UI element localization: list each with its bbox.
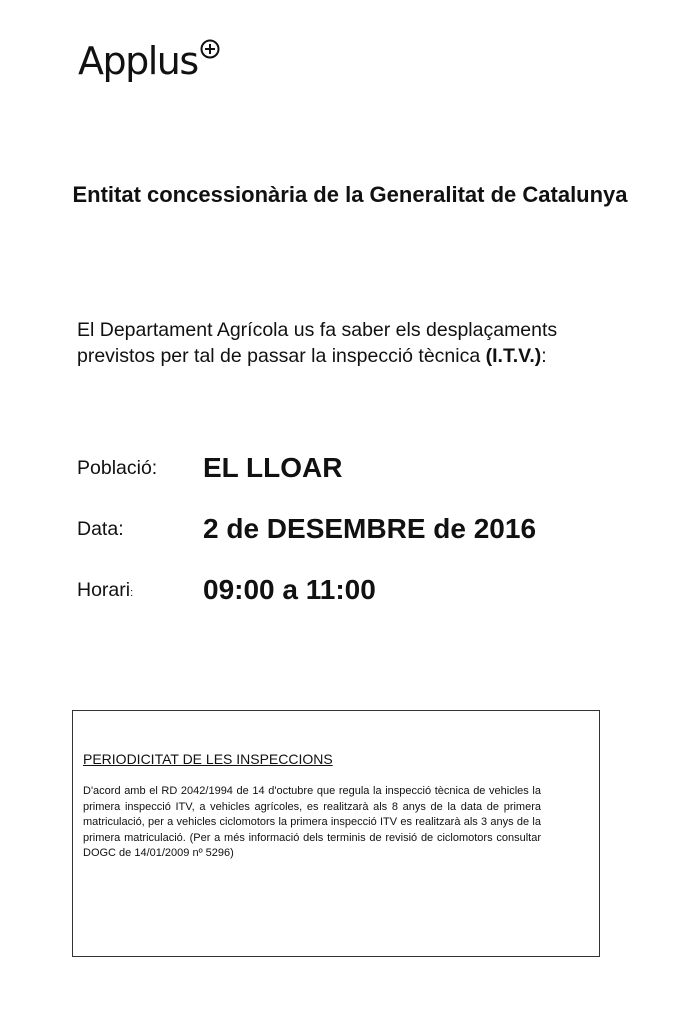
data-label: Data: <box>77 518 124 540</box>
intro-text: El Departament Agrícola us fa saber els desplaçaments previstos per tal de passar la inspecció tècnica <box>77 319 558 367</box>
poblacio-row <box>77 444 637 484</box>
horari-label-suffix: : <box>130 587 134 599</box>
data-value: 2 de DESEMBRE de 2016 <box>203 513 537 544</box>
poblacio-label: Població: <box>77 457 158 479</box>
page-heading: Entitat concessionària de la Generalitat de Catalunya <box>72 182 628 207</box>
inspection-periodicity-box <box>72 710 600 957</box>
intro-suffix: : <box>541 345 547 367</box>
logo-text: Applus <box>78 39 198 83</box>
circled-plus-icon <box>200 39 220 59</box>
horari-row <box>77 566 637 606</box>
intro-highlight: (I.T.V.) <box>485 345 542 367</box>
applus-logo <box>78 36 220 86</box>
box-body: D'acord amb el RD 2042/1994 de 14 d'octubre que regula la inspecció tècnica de vehicles la primera inspecció ITV, a vehicles agrícoles, es realitzarà als 8 anys de la data de primera matriculació, per a vehicles ciclomotors la primera inspecció ITV es realitzarà als 3 anys de la primera matriculació. (Per a més informació dels terminis de revisió de ciclomotors consultar DOGC de 14/01/2009 nº 5296) <box>83 785 541 859</box>
box-title: PERIODICITAT DE LES INSPECCIONS <box>83 751 333 767</box>
horari-label-text: Horari <box>77 579 131 601</box>
horari-label <box>77 579 133 602</box>
intro-paragraph <box>77 317 637 369</box>
horari-value: 09:00 a 11:00 <box>203 574 376 605</box>
poblacio-value: EL LLOAR <box>203 452 343 483</box>
data-row <box>77 505 637 545</box>
